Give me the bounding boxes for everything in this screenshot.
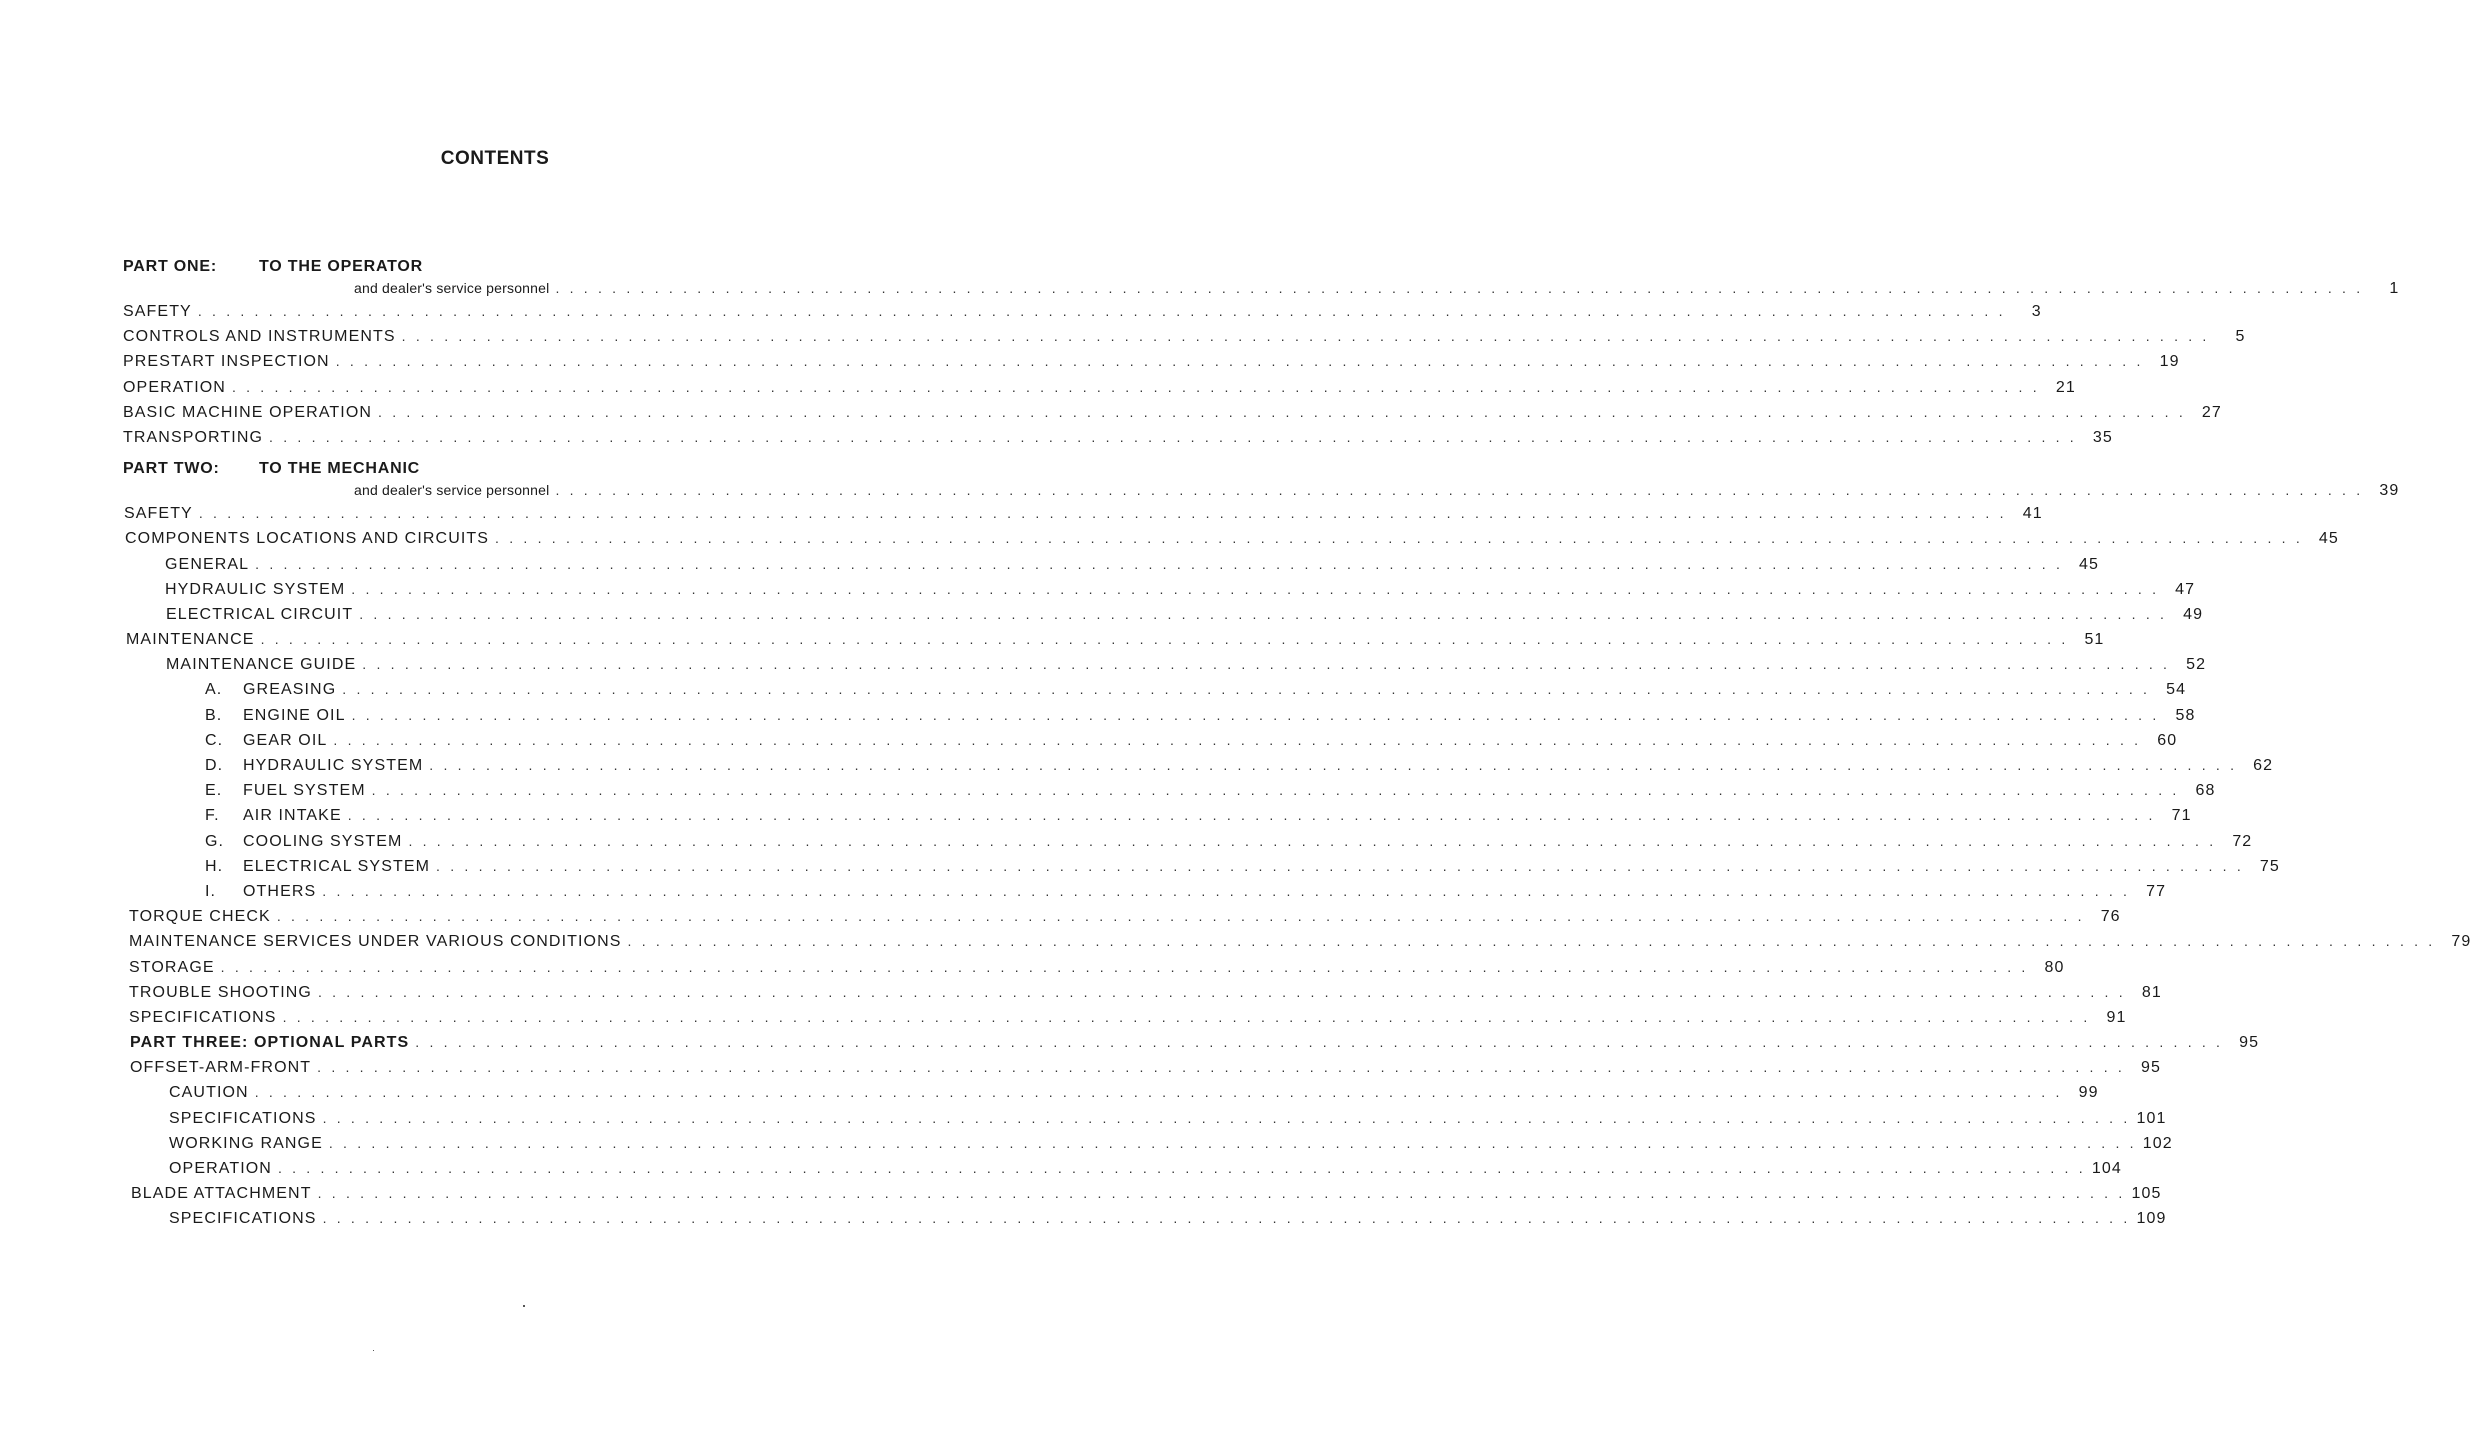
part-one-heading — [0, 256, 1024, 278]
toc-entry-prestart-inspection[interactable] — [0, 349, 2180, 374]
entry-letter: G. — [205, 832, 225, 850]
entry-label: CONTROLS AND INSTRUMENTS — [123, 328, 396, 346]
toc-entry-torque-check[interactable] — [0, 904, 2121, 929]
toc-entry-blade-attachment[interactable] — [0, 1181, 2162, 1206]
entry-label-group — [205, 879, 322, 904]
entry-label: HYDRAULIC SYSTEM — [165, 580, 346, 598]
toc-entry-trouble-shooting[interactable] — [0, 980, 2162, 1005]
entry-label: SAFETY — [124, 505, 193, 523]
entry-label: MAINTENANCE SERVICES UNDER VARIOUS CONDITIONS — [129, 933, 622, 951]
toc-entry-part-one-subtitle[interactable] — [0, 278, 2400, 299]
page-number: 39 — [2379, 482, 2400, 500]
part-one-subtitle: and dealer's service personnel — [354, 280, 550, 296]
entry-label: SPECIFICATIONS — [169, 1210, 317, 1228]
entry-letter: B. — [205, 706, 223, 724]
leader-dots: . . . . . . . . . . . . . . . . . . . . . . . . . . . . . . . . . . . . . . . . . . . . . . . . . . . . . . . . . . . . . . . . . . . . . . . . . . . . . . . . . . . . . . . . . . . . . . . . . . . . . . . . . . . . . . . . . . . . . . . . . . . . . . . . — [328, 1134, 2137, 1151]
toc-entry-controls-and-instruments[interactable] — [0, 324, 2246, 349]
leader-dots: . . . . . . . . . . . . . . . . . . . . . . . . . . . . . . . . . . . . . . . . . . . . . . . . . . . . . . . . . . . . . . . . . . . . . . . . . . . . . . . . . . . . . . . . . . . . . . . . . . . . . . . . . . . . . . . . . . . . . . . . . . . . . . . . — [415, 1034, 2224, 1051]
leader-dots: . . . . . . . . . . . . . . . . . . . . . . . . . . . . . . . . . . . . . . . . . . . . . . . . . . . . . . . . . . . . . . . . . . . . . . . . . . . . . . . . . . . . . . . . . . . . . . . . . . . . . . . . . . . . . . . . . . . . . . . . . . . . . . . . — [429, 757, 2238, 773]
page-title: CONTENTS — [440, 148, 550, 169]
entry-label: GEAR OIL — [243, 731, 328, 749]
page-number: 76 — [2100, 908, 2121, 926]
entry-label: OFFSET-ARM-FRONT — [130, 1059, 312, 1077]
page-number: 1 — [2389, 280, 2400, 297]
entry-label: OPERATION — [123, 378, 226, 396]
leader-dots: . . . . . . . . . . . . . . . . . . . . . . . . . . . . . . . . . . . . . . . . . . . . . . . . . . . . . . . . . . . . . . . . . . . . . . . . . . . . . . . . . . . . . . . . . . . . . . . . . . . . . . . . . . . . . . . . . . . . . . . . . . . . . . . . — [254, 1084, 2063, 1101]
entry-letter: F. — [205, 807, 220, 825]
toc-entry-part-three-optional-parts[interactable] — [0, 1030, 2260, 1055]
entry-label: GREASING — [243, 681, 337, 699]
entry-label: STORAGE — [129, 958, 215, 976]
leader-dots: . . . . . . . . . . . . . . . . . . . . . . . . . . . . . . . . . . . . . . . . . . . . . . . . . . . . . . . . . . . . . . . . . . . . . . . . . . . . . . . . . . . . . . . . . . . . . . . . . . . . . . . . . . . . . . . . . . . . . . . . . . . . . . . . — [317, 983, 2126, 1000]
toc-entry-basic-machine-operation[interactable] — [0, 400, 2222, 425]
toc-entry-operation-offset[interactable] — [0, 1156, 2122, 1181]
entry-label: OTHERS — [243, 882, 317, 900]
page-number: 91 — [2106, 1008, 2127, 1026]
part-three-heading: PART THREE: OPTIONAL PARTS — [130, 1034, 410, 1052]
leader-dots: . . . . . . . . . . . . . . . . . . . . . . . . . . . . . . . . . . . . . . . . . . . . . . . . . . . . . . . . . . . . . . . . . . . . . . . . . . . . . . . . . . . . . . . . . . . . . . . . . . . . . . . . . . . . . . . . . . . . . . . . . . . . . . . . — [198, 505, 2007, 522]
toc-entry-electrical-circuit[interactable] — [0, 602, 2204, 627]
entry-label: OPERATION — [169, 1160, 272, 1177]
page-number: 68 — [2195, 782, 2216, 800]
page-number: 95 — [2141, 1059, 2162, 1077]
leader-dots: . . . . . . . . . . . . . . . . . . . . . . . . . . . . . . . . . . . . . . . . . . . . . . . . . . . . . . . . . . . . . . . . . . . . . . . . . . . . . . . . . . . . . . . . . . . . . . . . . . . . . . . . . . . . . . . . . . . . . . . . . . . . . . . . — [317, 1059, 2126, 1076]
entry-label: ELECTRICAL CIRCUIT — [166, 605, 354, 623]
entry-label: SAFETY — [123, 303, 192, 320]
entry-label: BASIC MACHINE OPERATION — [123, 403, 373, 421]
leader-dots: . . . . . . . . . . . . . . . . . . . . . . . . . . . . . . . . . . . . . . . . . . . . . . . . . . . . . . . . . . . . . . . . . . . . . . . . . . . . . . . . . . . . . . . . . . . . . . . . . . . . . . . . . . . . . . . . . . . . . . . . . . . . . . . . — [378, 403, 2186, 420]
page-number: 75 — [2259, 857, 2280, 875]
toc-entry-part-two-subtitle[interactable] — [0, 480, 2400, 501]
leader-dots: . . . . . . . . . . . . . . . . . . . . . . . . . . . . . . . . . . . . . . . . . . . . . . . . . . . . . . . . . . . . . . . . . . . . . . . . . . . . . . . . . . . . . . . . . . . . . . . . . . . . . . . . . . . . . . . . . . . . . . . . . . . . . . . . — [362, 656, 2171, 673]
leader-dots: . . . . . . . . . . . . . . . . . . . . . . . . . . . . . . . . . . . . . . . . . . . . . . . . . . . . . . . . . . . . . . . . . . . . . . . . . . . . . . . . . . . . . . . . . . . . . . . . . . . . . . . . . . . . . . . . . . . . . . . . . . . . . . . . — [260, 631, 2069, 648]
page-number: 95 — [2239, 1034, 2260, 1052]
entry-label-group — [205, 778, 372, 803]
page-number: 5 — [2235, 328, 2246, 346]
page-number: 99 — [2078, 1084, 2099, 1102]
leader-dots: . . . . . . . . . . . . . . . . . . . . . . . . . . . . . . . . . . . . . . . . . . . . . . . . . . . . . . . . . . . . . . . . . . . . . . . . . . . . . . . . . . . . . . . . . . . . . . . . . . . . . . . . . . . . . . . . . . . . . . . . . . . . . . . . — [322, 882, 2131, 899]
part-one-title: TO THE OPERATOR — [259, 258, 424, 275]
page-number: 109 — [2136, 1210, 2167, 1228]
page-number: 58 — [2175, 706, 2196, 724]
page-number: 60 — [2157, 731, 2178, 749]
page-number: 49 — [2183, 605, 2204, 623]
page-number: 105 — [2131, 1185, 2162, 1203]
entry-label: COMPONENTS LOCATIONS AND CIRCUITS — [125, 530, 490, 548]
page-number: 101 — [2136, 1109, 2167, 1127]
leader-dots: . . . . . . . . . . . . . . . . . . . . . . . . . . . . . . . . . . . . . . . . . . . . . . . . . . . . . . . . . . . . . . . . . . . . . . . . . . . . . . . . . . . . . . . . . . . . . . . . . . . . . . . . . . . . . . . . . . . . . . . . . . . . . . . . — [220, 958, 2029, 975]
leader-dots: . . . . . . . . . . . . . . . . . . . . . . . . . . . . . . . . . . . . . . . . . . . . . . . . . . . . . . . . . . . . . . . . . . . . . . . . . . . . . . . . . . . . . . . . . . . . . . . . . . . . . . . . . . . . . . . . . . . . . . . . . . . . . . . . — [255, 555, 2064, 572]
toc-entry-operation[interactable] — [0, 375, 2076, 400]
toc-entry-hydraulic-system[interactable] — [0, 577, 2196, 602]
toc-entry-general[interactable] — [0, 552, 2100, 577]
toc-entry-maintenance-guide[interactable] — [0, 652, 2207, 677]
entry-label: CAUTION — [169, 1084, 249, 1102]
section-gap — [0, 450, 1024, 458]
page-number: 102 — [2142, 1134, 2173, 1152]
leader-dots: . . . . . . . . . . . . . . . . . . . . . . . . . . . . . . . . . . . . . . . . . . . . . . . . . . . . . . . . . . . . . . . . . . . . . . . . . . . . . . . . . . . . . . . . . . . . . . . . . . . . . . . . . . . . . . . . . . . . . . . . . . . . . . . . — [401, 328, 2210, 345]
toc-entry-electrical-system[interactable] — [0, 854, 2280, 879]
entry-label: WORKING RANGE — [169, 1134, 323, 1152]
page-number: 54 — [2166, 681, 2187, 699]
scan-speck — [523, 1305, 525, 1307]
entry-label-group — [205, 677, 342, 702]
entry-label: ELECTRICAL SYSTEM — [243, 857, 431, 875]
leader-dots: . . . . . . . . . . . . . . . . . . . . . . . . . . . . . . . . . . . . . . . . . . . . . . . . . . . . . . . . . . . . . . . . . . . . . . . . . . . . . . . . . . . . . . . . . . . . . . . . . . . . . . . . . . . . . . . . . . . . . . . . . . . . . . . . — [371, 782, 2180, 799]
leader-dots: . . . . . . . . . . . . . . . . . . . . . . . . . . . . . . . . . . . . . . . . . . . . . . . . . . . . . . . . . . . . . . . . . . . . . . . . . . . . . . . . . . . . . . . . . . . . . . . . . . . . . . . . . . . . . . . . . . . . . . . . . . . . . . . . — [408, 832, 2217, 849]
page-number: 47 — [2175, 580, 2196, 598]
toc-entry-components-locations-and-circuits[interactable] — [0, 526, 2339, 551]
leader-dots: . . . . . . . . . . . . . . . . . . . . . . . . . . . . . . . . . . . . . . . . . . . . . . . . . . . . . . . . . . . . . . . . . . . . . . . . . . . . . . . . . . . . . . . . . . . . . . . . . . . . . . . . . . . . . . . . . . . . . . . . . . . . . . . . — [282, 1008, 2091, 1025]
entry-label-group — [205, 703, 352, 728]
leader-dots: . . . . . . . . . . . . . . . . . . . . . . . . . . . . . . . . . . . . . . . . . . . . . . . . . . . . . . . . . . . . . . . . . . . . . . . . . . . . . . . . . . . . . . . . . . . . . . . . . . . . . . . . . . . . . . . . . . . . . . . . . . . . . . . . — [322, 1210, 2131, 1227]
toc-entry-safety-mechanic[interactable] — [0, 501, 2043, 526]
leader-dots: . . . . . . . . . . . . . . . . . . . . . . . . . . . . . . . . . . . . . . . . . . . . . . . . . . . . . . . . . . . . . . . . . . . . . . . . . . . . . . . . . . . . . . . . . . . . . . . . . . . . . . . . . . . . . . . . . . . . . . . . . . . . . . . . — [276, 908, 2085, 925]
entry-label: BLADE ATTACHMENT — [131, 1185, 312, 1203]
toc-entry-gear-oil[interactable] — [0, 728, 2178, 753]
leader-dots: . . . . . . . . . . . . . . . . . . . . . . . . . . . . . . . . . . . . . . . . . . . . . . . . . . . . . . . . . . . . . . . . . . . . . . . . . . . . . . . . . . . . . . . . . . . . . . . . . . . . . . . . . . . . . . . . . . . . . . . . . . . . . . . . — [231, 378, 2040, 395]
leader-dots: . . . . . . . . . . . . . . . . . . . . . . . . . . . . . . . . . . . . . . . . . . . . . . . . . . . . . . . . . . . . . . . . . . . . . . . . . . . . . . . . . . . . . . . . . . . . . . . . . . . . . . . . . . . . . . . . . . . . . . . . . . . . . . . . — [342, 681, 2151, 698]
toc-entry-cooling-system[interactable] — [0, 829, 2253, 854]
part-two-heading — [0, 458, 1024, 480]
toc-entry-others[interactable] — [0, 879, 2167, 904]
entry-label: PRESTART INSPECTION — [123, 353, 330, 371]
entry-letter: I. — [205, 882, 217, 900]
page-number: 52 — [2186, 656, 2207, 674]
toc-entry-working-range[interactable] — [0, 1131, 2173, 1156]
page-number: 35 — [2092, 428, 2113, 446]
toc-entry-specifications[interactable] — [0, 1005, 2127, 1030]
entry-label: MAINTENANCE — [126, 631, 255, 649]
leader-dots: . . . . . . . . . . . . . . . . . . . . . . . . . . . . . . . . . . . . . . . . . . . . . . . . . . . . . . . . . . . . . . . . . . . . . . . . . . . . . . . . . . . . . . . . . . . . . . . . . . . . . . . . . . . . . . . . . . . . . . . . . . . . . . . . — [351, 706, 2160, 723]
entry-label: COOLING SYSTEM — [243, 832, 403, 850]
entry-letter: H. — [205, 857, 224, 875]
toc-entry-greasing[interactable] — [0, 677, 2187, 702]
toc-entry-maintenance[interactable] — [0, 627, 2105, 652]
page-number: 71 — [2171, 807, 2192, 825]
entry-label: TROUBLE SHOOTING — [129, 983, 312, 1001]
toc-entry-storage[interactable] — [0, 955, 2065, 980]
entry-letter: C. — [205, 731, 224, 749]
entry-label: AIR INTAKE — [243, 807, 342, 825]
entry-label: ENGINE OIL — [243, 706, 346, 724]
leader-dots: . . . . . . . . . . . . . . . . . . . . . . . . . . . . . . . . . . . . . . . . . . . . . . . . . . . . . . . . . . . . . . . . . . . . . . . . . . . . . . . . . . . . . . . . . . . . . . . . . . . . . . . . . . . . . . . . . . . . . . . . . . . . . . . . — [333, 731, 2142, 748]
leader-dots: . . . . . . . . . . . . . . . . . . . . . . . . . . . . . . . . . . . . . . . . . . . . . . . . . . . . . . . . . . . . . . . . . . . . . . . . . . . . . . . . . . . . . . . . . . . . . . . . . . . . . . . . . . . . . . . . . . . . . . . . . . . . . . . . — [197, 303, 2006, 319]
entry-letter: D. — [205, 757, 224, 774]
part-two-title: TO THE MECHANIC — [259, 460, 421, 478]
page-number: 19 — [2159, 353, 2180, 371]
toc-entry-safety[interactable] — [0, 299, 2042, 324]
page-number: 45 — [2079, 555, 2100, 573]
leader-dots: . . . . . . . . . . . . . . . . . . . . . . . . . . . . . . . . . . . . . . . . . . . . . . . . . . . . . . . . . . . . . . . . . . . . . . . . . . . . . . . . . . . . . . . . . . . . . . . . . . . . . . . . . . . . . . . . . . . . . . . . . . . . . . . . — [347, 807, 2156, 824]
page-number: 80 — [2044, 958, 2065, 976]
toc-entry-specifications-offset[interactable] — [0, 1106, 2167, 1131]
part-one-label: PART ONE: — [123, 258, 218, 275]
toc-entry-engine-oil[interactable] — [0, 703, 2196, 728]
page-number: 104 — [2091, 1160, 2122, 1177]
leader-dots: . . . . . . . . . . . . . . . . . . . . . . . . . . . . . . . . . . . . . . . . . . . . . . . . . . . . . . . . . . . . . . . . . . . . . . . . . . . . . . . . . . . . . . . . . . . . . . . . . . . . . . . . . . . . . . . . . . . . . . . . . . . . . . . . — [627, 933, 2436, 950]
leader-dots: . . . . . . . . . . . . . . . . . . . . . . . . . . . . . . . . . . . . . . . . . . . . . . . . . . . . . . . . . . . . . . . . . . . . . . . . . . . . . . . . . . . . . . . . . . . . . . . . . . . . . . . . . . . . . . . . . . . . . . . . . . . . . . . . — [351, 580, 2160, 597]
toc-entry-air-intake[interactable] — [0, 803, 2192, 828]
entry-letter: A. — [205, 681, 223, 699]
entry-label: SPECIFICATIONS — [169, 1109, 317, 1127]
leader-dots: . . . . . . . . . . . . . . . . . . . . . . . . . . . . . . . . . . . . . . . . . . . . . . . . . . . . . . . . . . . . . . . . . . . . . . . . . . . . . . . . . . . . . . . . . . . . . . . . . . . . . . . . . . . . . . . . . . . . . . . . . . . . . . . . — [335, 353, 2144, 370]
scan-speck — [373, 1350, 374, 1351]
toc-entry-offset-arm-front[interactable] — [0, 1055, 2162, 1080]
page-number: 45 — [2318, 530, 2339, 548]
entry-label: MAINTENANCE GUIDE — [166, 656, 357, 674]
page-number: 21 — [2055, 378, 2076, 396]
page-number: 77 — [2146, 882, 2167, 900]
part-two-label: PART TWO: — [123, 460, 220, 478]
entry-label: SPECIFICATIONS — [129, 1008, 277, 1026]
entry-label-group — [205, 803, 348, 828]
toc-entry-hydraulic-system-d[interactable] — [0, 753, 2274, 778]
leader-dots: . . . . . . . . . . . . . . . . . . . . . . . . . . . . . . . . . . . . . . . . . . . . . . . . . . . . . . . . . . . . . . . . . . . . . . . . . . . . . . . . . . . . . . . . . . . . . . . . . . . . . . . . . . . . . . . . . . . . . . . . . . . . . . . . — [359, 605, 2168, 622]
leader-dots: . . . . . . . . . . . . . . . . . . . . . . . . . . . . . . . . . . . . . . . . . . . . . . . . . . . . . . . . . . . . . . . . . . . . . . . . . . . . . . . . . . . . . . . . . . . . . . . . . . . . . . . . . . . . . . . . . . . . . . . . . . . . . . . . — [269, 428, 2077, 445]
part-two-subtitle: and dealer's service personnel — [354, 482, 550, 499]
leader-dots: . . . . . . . . . . . . . . . . . . . . . . . . . . . . . . . . . . . . . . . . . . . . . . . . . . . . . . . . . . . . . . . . . . . . . . . . . . . . . . . . . . . . . . . . . . . . . . . . . . . . . . . . . . . . . . . . . . . . . . . . . . . . . . . . — [555, 280, 2364, 296]
toc-entry-specifications-blade[interactable] — [0, 1206, 2167, 1231]
page-number: 41 — [2022, 505, 2043, 523]
toc-entry-fuel-system[interactable] — [0, 778, 2216, 803]
entry-label: GENERAL — [165, 555, 250, 573]
entry-letter: E. — [205, 782, 223, 800]
toc-entry-caution[interactable] — [0, 1080, 2099, 1105]
entry-label: TORQUE CHECK — [129, 908, 271, 926]
entry-label: HYDRAULIC SYSTEM — [243, 757, 424, 774]
page-number: 72 — [2232, 832, 2253, 850]
page-number: 51 — [2084, 631, 2105, 649]
leader-dots: . . . . . . . . . . . . . . . . . . . . . . . . . . . . . . . . . . . . . . . . . . . . . . . . . . . . . . . . . . . . . . . . . . . . . . . . . . . . . . . . . . . . . . . . . . . . . . . . . . . . . . . . . . . . . . . . . . . . . . . . . . . . . . . . — [322, 1109, 2131, 1126]
page-number: 3 — [2031, 303, 2042, 320]
page-number: 27 — [2201, 403, 2222, 421]
entry-label-group — [205, 728, 333, 753]
leader-dots: . . . . . . . . . . . . . . . . . . . . . . . . . . . . . . . . . . . . . . . . . . . . . . . . . . . . . . . . . . . . . . . . . . . . . . . . . . . . . . . . . . . . . . . . . . . . . . . . . . . . . . . . . . . . . . . . . . . . . . . . . . . . . . . . — [277, 1160, 2086, 1176]
entry-label-group — [205, 854, 436, 879]
leader-dots: . . . . . . . . . . . . . . . . . . . . . . . . . . . . . . . . . . . . . . . . . . . . . . . . . . . . . . . . . . . . . . . . . . . . . . . . . . . . . . . . . . . . . . . . . . . . . . . . . . . . . . . . . . . . . . . . . . . . . . . . . . . . . . . . — [317, 1185, 2126, 1202]
entry-label-group — [205, 753, 429, 778]
toc-entry-transporting[interactable] — [0, 425, 2113, 450]
entry-label-group — [205, 829, 408, 854]
leader-dots: . . . . . . . . . . . . . . . . . . . . . . . . . . . . . . . . . . . . . . . . . . . . . . . . . . . . . . . . . . . . . . . . . . . . . . . . . . . . . . . . . . . . . . . . . . . . . . . . . . . . . . . . . . . . . . . . . . . . . . . . . . . . . . . . — [436, 857, 2244, 874]
page-number: 79 — [2451, 933, 2471, 951]
entry-label: TRANSPORTING — [123, 428, 264, 446]
entry-label: FUEL SYSTEM — [243, 782, 366, 800]
page-number: 81 — [2141, 983, 2162, 1001]
leader-dots: . . . . . . . . . . . . . . . . . . . . . . . . . . . . . . . . . . . . . . . . . . . . . . . . . . . . . . . . . . . . . . . . . . . . . . . . . . . . . . . . . . . . . . . . . . . . . . . . . . . . . . . . . . . . . . . . . . . . . . . . . . . . . . . . — [555, 482, 2364, 499]
leader-dots: . . . . . . . . . . . . . . . . . . . . . . . . . . . . . . . . . . . . . . . . . . . . . . . . . . . . . . . . . . . . . . . . . . . . . . . . . . . . . . . . . . . . . . . . . . . . . . . . . . . . . . . . . . . . . . . . . . . . . . . . . . . . . . . . — [495, 530, 2303, 547]
page-number: 62 — [2253, 757, 2274, 774]
table-of-contents — [0, 256, 2471, 1232]
toc-entry-maintenance-services[interactable] — [0, 929, 2471, 954]
